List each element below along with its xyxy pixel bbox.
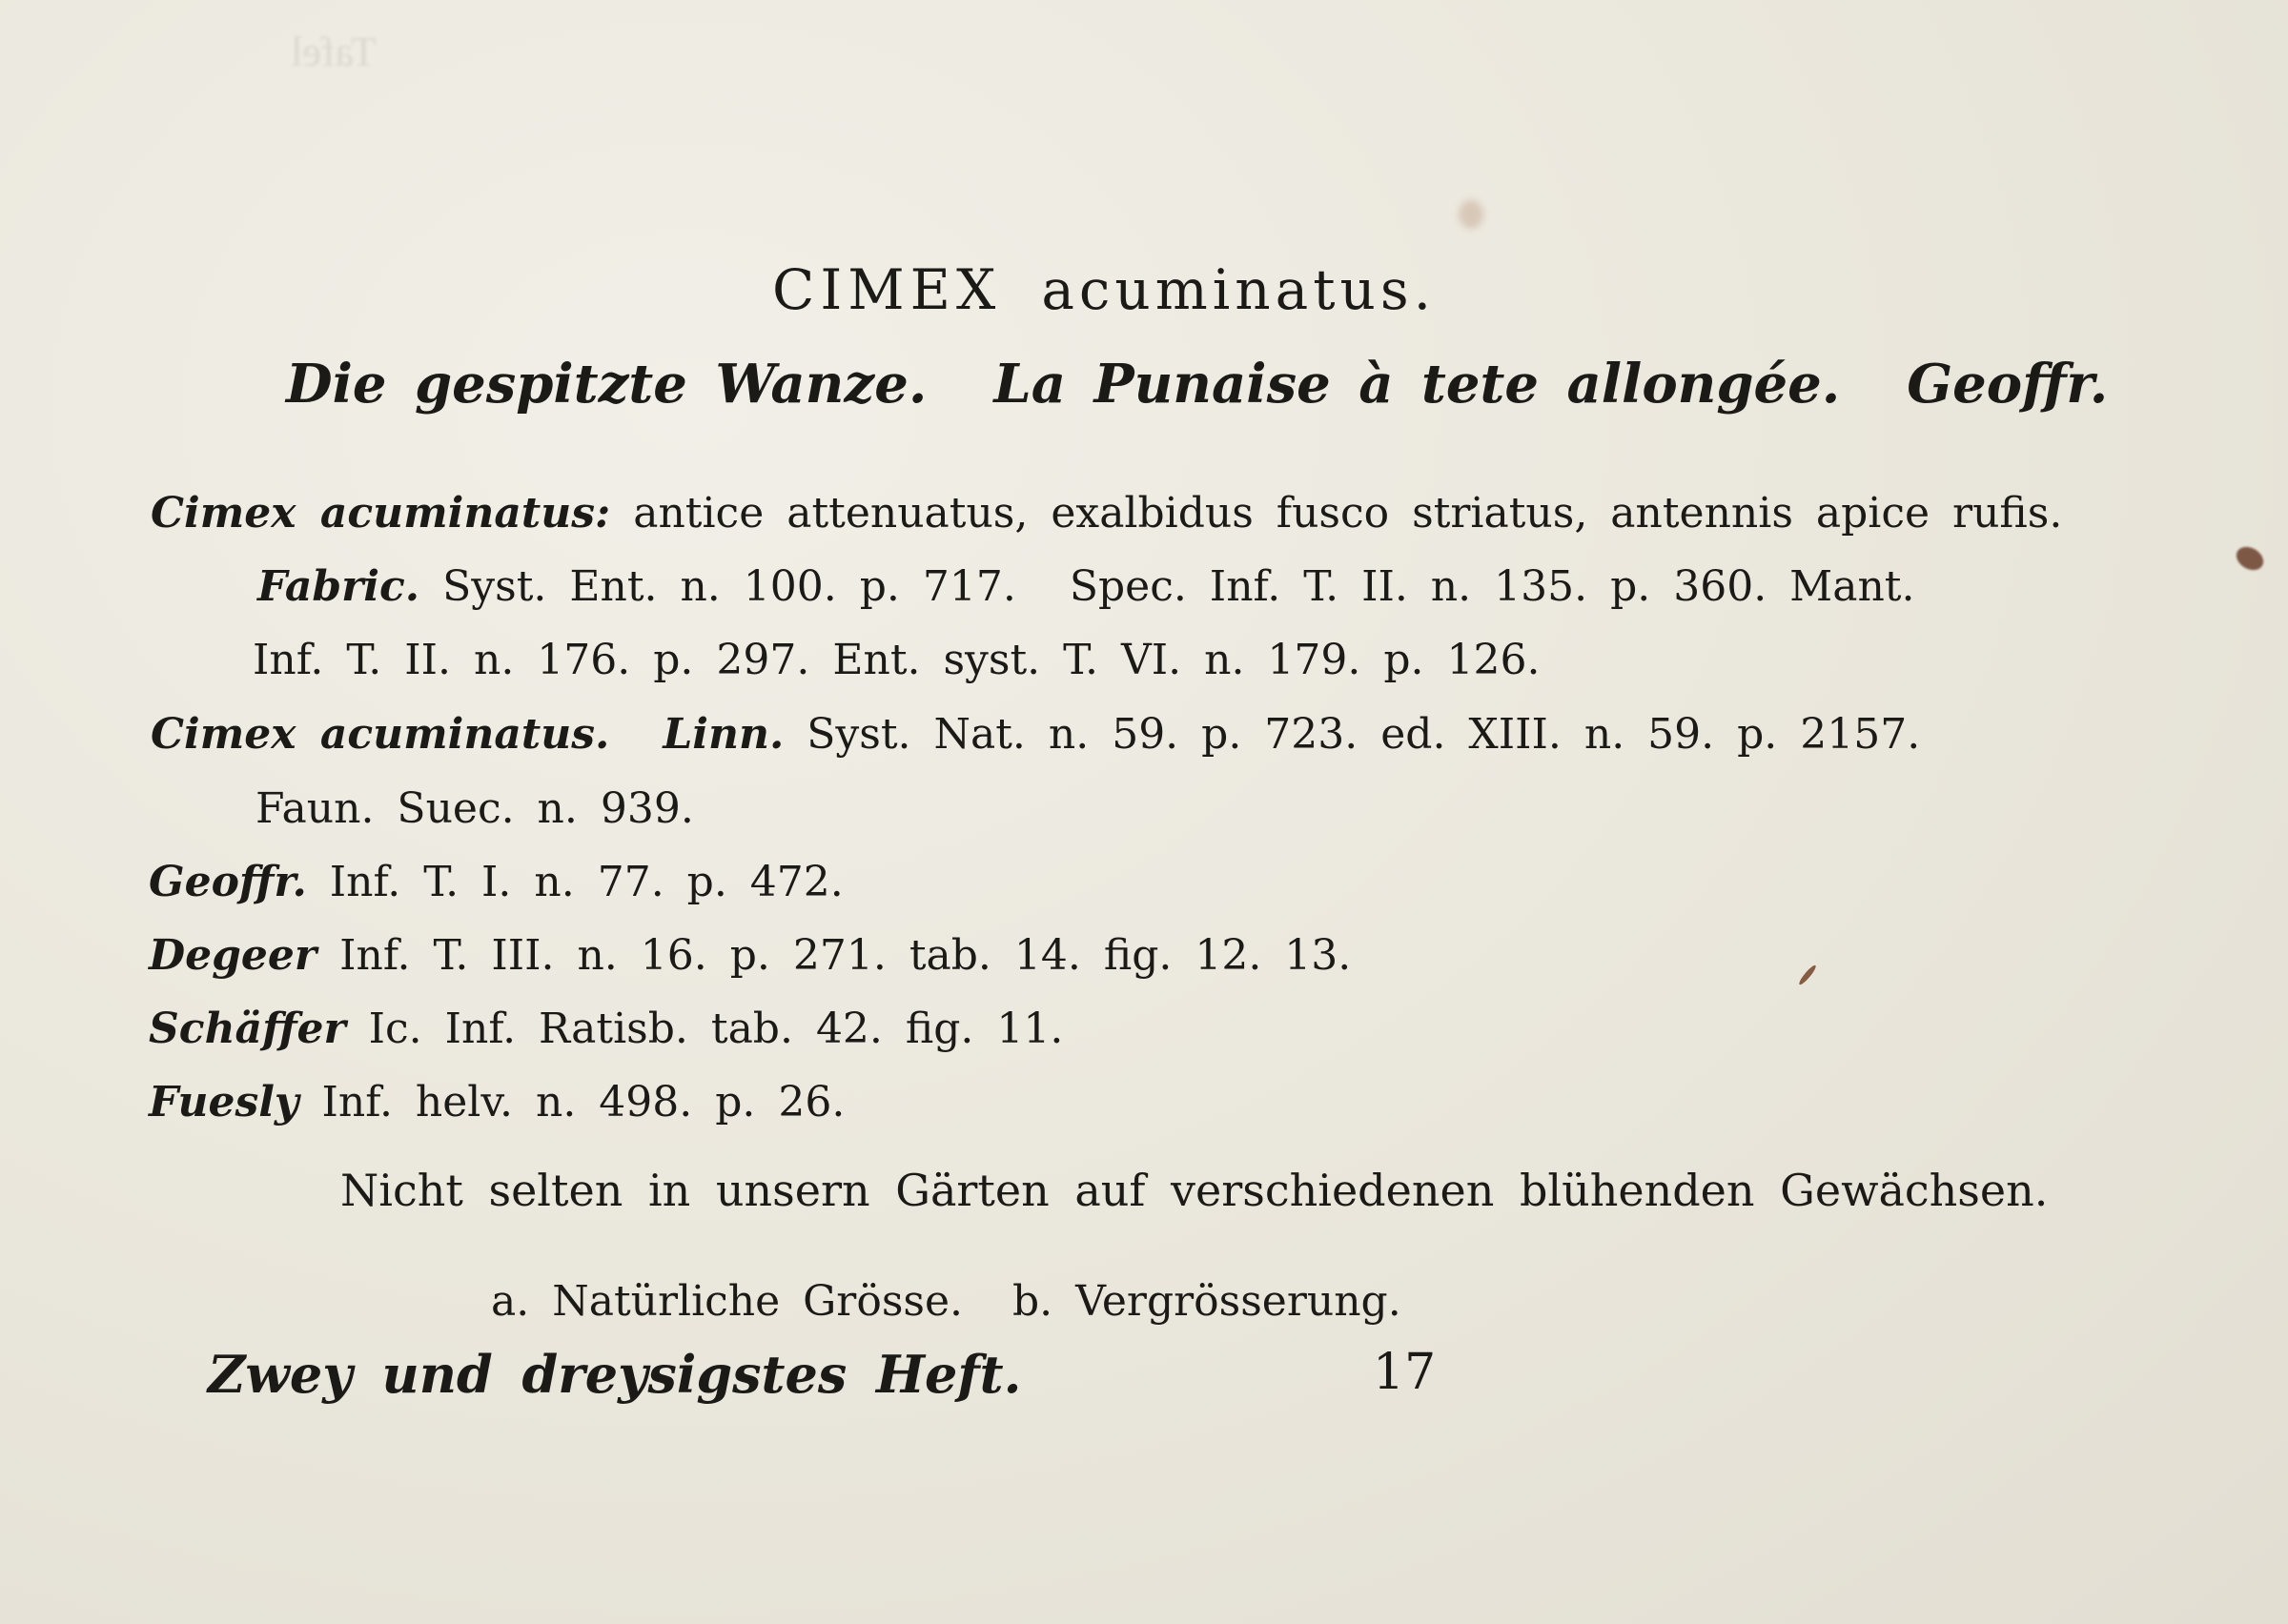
reference-author: Degeer xyxy=(149,931,317,980)
reference-text: Inf. T. I. n. 77. p. 472. xyxy=(329,858,844,906)
reference-author: Schäffer xyxy=(149,1005,346,1053)
reference-line xyxy=(151,489,2062,538)
reference-line xyxy=(257,562,1914,611)
reference-author: Linn. xyxy=(663,710,785,759)
reference-author: Cimex acuminatus. xyxy=(151,710,610,759)
reference-text: antice attenuatus, exalbidus fusco striatus, antennis apice rufis. xyxy=(633,489,2063,538)
legend-natural-size: a. Natürliche Grösse. xyxy=(491,1277,963,1326)
foxing-spot xyxy=(1459,200,1483,229)
reference-line xyxy=(255,784,694,833)
reference-text: Inf. T. II. n. 176. p. 297. Ent. syst. T. VI. n. 179. p. 126. xyxy=(253,636,1541,684)
legend-magnification: b. Vergrösserung. xyxy=(1012,1277,1401,1326)
german-name: Die gespitzte Wanze. xyxy=(286,353,928,416)
reference-line xyxy=(151,710,1920,759)
reference-text: Spec. Inf. T. II. n. 135. p. 360. Mant. xyxy=(1069,562,1915,611)
show-through-text: Tafel xyxy=(291,29,377,75)
reference-text: Inf. T. III. n. 16. p. 271. tab. 14. fig. 12. 13. xyxy=(339,931,1352,980)
fiber-mark xyxy=(1797,964,1817,986)
reference-line xyxy=(149,858,844,906)
reference-text: Ic. Inf. Ratisb. tab. 42. fig. 11. xyxy=(368,1005,1064,1053)
reference-line xyxy=(253,636,1541,684)
genus-name: CIMEX xyxy=(772,257,1002,322)
page-number: 17 xyxy=(1373,1344,1437,1401)
reference-line xyxy=(149,931,1351,980)
reference-line xyxy=(149,1078,845,1127)
species-title xyxy=(772,257,1436,322)
reference-author: Fabric. xyxy=(257,562,420,611)
ink-stain xyxy=(2233,542,2268,575)
reference-author: Fuesly xyxy=(149,1078,299,1127)
reference-text: Syst. Ent. n. 100. p. 717. xyxy=(442,562,1016,611)
reference-text: Syst. Nat. n. 59. p. 723. ed. XIII. n. 59. p. 2157. xyxy=(807,710,1921,759)
french-name: La Punaise à tete allongée. xyxy=(993,353,1841,416)
reference-author: Geoffr. xyxy=(149,858,307,906)
common-names xyxy=(286,353,2108,416)
habitat-note: Nicht selten in unsern Gärten auf verschiedenen blühenden Gewächsen. xyxy=(340,1165,2049,1216)
french-name-author: Geoffr. xyxy=(1907,353,2109,416)
reference-author: Cimex acuminatus: xyxy=(151,489,611,538)
reference-text: Inf. helv. n. 498. p. 26. xyxy=(321,1078,846,1127)
signature-line: Zwey und dreysigstes Heft. xyxy=(208,1344,1022,1405)
reference-line xyxy=(149,1005,1063,1053)
species-name: acuminatus. xyxy=(1041,257,1437,322)
figure-legend xyxy=(491,1277,1401,1326)
reference-text: Faun. Suec. n. 939. xyxy=(255,784,694,833)
